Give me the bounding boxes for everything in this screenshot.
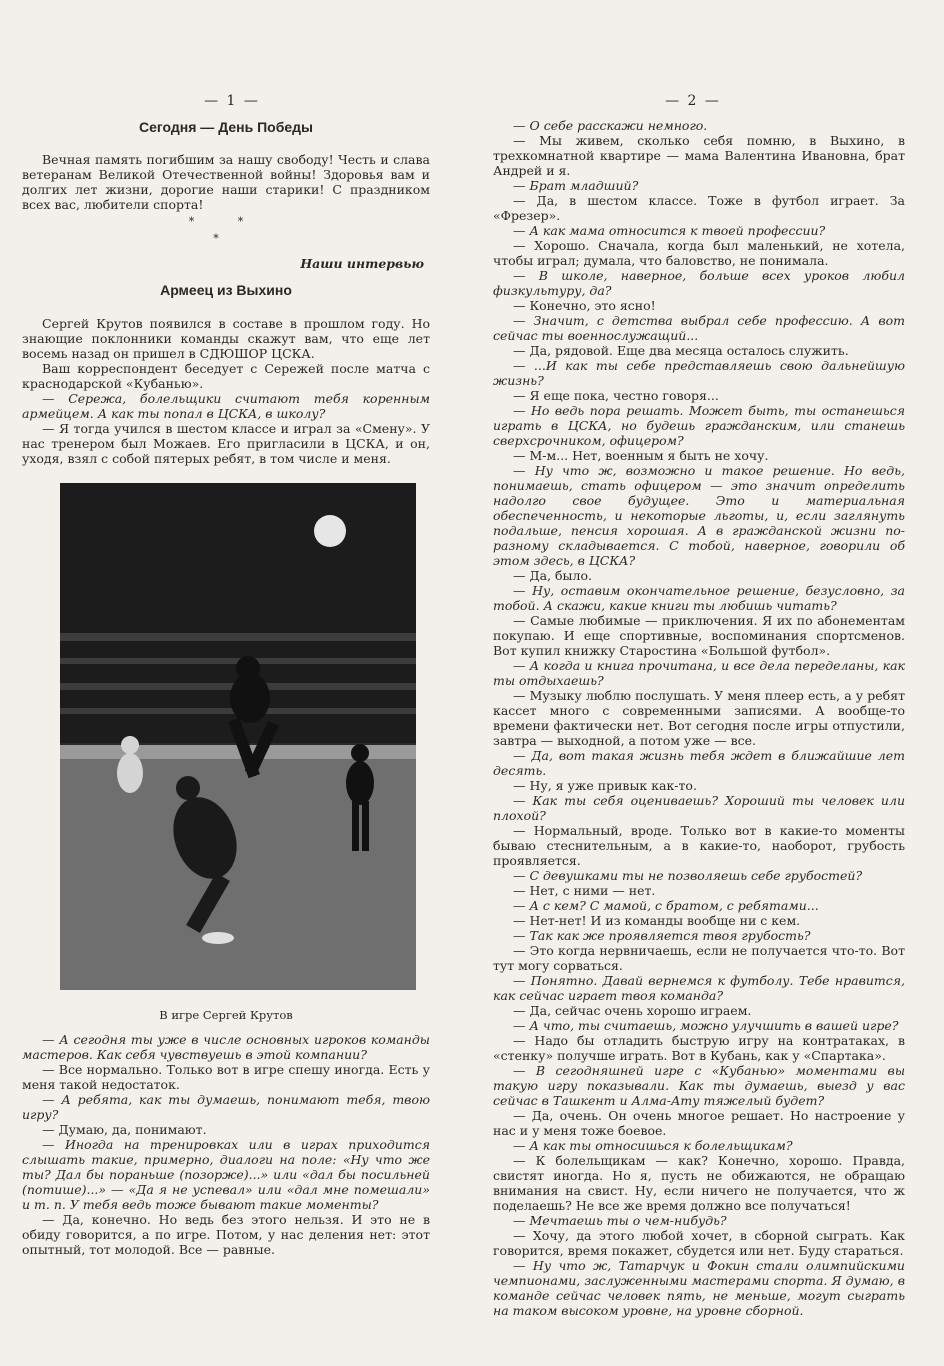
interview-answer: — Это когда нервничаешь, если не получается что-то. Вот тут могу сорваться. (493, 943, 905, 973)
interview-answer: — Все нормально. Только вот в игре спешу иногда. Есть у меня такой недостаток. (22, 1062, 430, 1092)
interview-answer: — Надо бы отладить быструю игру на контратаках, в «стенку» получше играть. Вот в Кубань, как у «Спартака». (493, 1033, 905, 1063)
holiday-greeting: Вечная память погибшим за нашу свободу! Честь и слава ветеранам Великой Отечественной войны! Здоровья вам и долгих лет жизни, дорогие наши старики! С праздником всех вас, любители спорта! (22, 152, 430, 212)
interview-answer: — Я еще пока, честно говоря... (513, 388, 719, 403)
interview-question: — ...И как ты себе представляешь свою дальнейшую жизнь? (493, 358, 905, 388)
interview-answer: — Да, рядовой. Еще два месяца осталось служить. (513, 343, 849, 358)
interview-answer: — Ну, я уже привык как-то. (513, 778, 697, 793)
interview-question: — О себе расскажи немного. (513, 118, 708, 133)
rubric-label: Наши интервью (300, 256, 424, 271)
interview-question: — Да, вот такая жизнь тебя ждет в ближайшие лет десять. (493, 748, 905, 778)
interview-question: — А как ты относишься к болельщикам? (513, 1138, 793, 1153)
interview-question: — Иногда на тренировках или в играх приходится слышать такие, примерно, диалоги на поле: «Ну что же ты? Дал бы пораньше (позорже)...» или «дал бы посильней (потише)...» — «Да я не успевал» или «дал мне помешали» и т. п. У тебя ведь тоже бывают такие моменты? (22, 1137, 430, 1212)
left-interview-continued (22, 1032, 430, 1257)
interview-answer: — М-м... Нет, военным я быть не хочу. (513, 448, 769, 463)
interview-answer: — Нет, с ними — нет. (513, 883, 656, 898)
left-intro (22, 152, 430, 466)
interview-question: — А что, ты считаешь, можно улучшить в вашей игре? (513, 1018, 899, 1033)
interview-question: — Но ведь пора решать. Может быть, ты останешься играть в ЦСКА, но будешь гражданским, или станешь сверхсрочником, офицером? (493, 403, 905, 448)
interview-question: — Как ты себя оцениваешь? Хороший ты человек или плохой? (493, 793, 905, 823)
stars-divider-bottom: * (213, 232, 239, 245)
interview-answer: — Хочу, да этого любой хочет, в сборной сыграть. Как говорится, время покажет, сбудется или нет. Буду стараться. (493, 1228, 905, 1258)
football-scene-image (60, 483, 416, 990)
interview-answer: — Я тогда учился в шестом классе и играл за «Смену». У нас тренером был Можаев. Его пригласили в ЦСКА, и он, уходя, взял с собой пятерых ребят, в том числе и меня. (22, 421, 430, 466)
interview-question: — С девушками ты не позволяешь себе грубостей? (513, 868, 863, 883)
interview-question: — В сегодняшней игре с «Кубанью» моментами вы такую игру показывали. Как ты думаешь, выезд у вас сейчас в Ташкент и Алма-Ату тяжелый будет? (493, 1063, 905, 1108)
interview-question: — Понятно. Давай вернемся к футболу. Тебе нравится, как сейчас играет твоя команда? (493, 973, 905, 1003)
interview-question: — А с кем? С мамой, с братом, с ребятами... (513, 898, 819, 913)
article-lead (22, 316, 430, 466)
interview-answer: — Музыку люблю послушать. У меня плеер есть, а у ребят кассет много с современными записями. А вообще-то времени фактически нет. Вот сегодня после игры отпустили, завтра — выходной, а потом уже — все. (493, 688, 905, 748)
holiday-title: Сегодня — День Победы (139, 119, 313, 135)
interview-answer: — Да, было. (513, 568, 592, 583)
interview-question: — Сережа, болельщики считают тебя коренным армейцем. А как ты попал в ЦСКА, в школу? (22, 391, 430, 421)
interview-answer: — Да, сейчас очень хорошо играем. (513, 1003, 752, 1018)
interview-answer: — К болельщикам — как? Конечно, хорошо. Правда, свистят иногда. Но я, пусть не обижаются, не обращаю внимания на свист. Ну, если ничего не получается, что ж поделаешь? Не все же время должно все получаться! (493, 1153, 905, 1213)
interview-answer: — Самые любимые — приключения. Я их по абонементам покупаю. И еще спортивные, воспоминания спортсменов. Вот купил книжку Старостина «Большой футбол». (493, 613, 905, 658)
interview-question: — Значит, с детства выбрал себе профессию. А вот сейчас ты военнослужащий... (493, 313, 905, 343)
match-photo (60, 483, 416, 990)
interview-answer: — Хорошо. Сначала, когда был маленький, не хотела, чтобы играл; думала, что баловство, не понимала. (493, 238, 905, 268)
interview-answer: — Нормальный, вроде. Только вот в какие-то моменты бываю стеснительным, а в какие-то, наоборот, грубость проявляется. (493, 823, 905, 868)
interview-question: — В школе, наверное, больше всех уроков любил физкультуру, да? (493, 268, 905, 298)
interview-question: — Так как же проявляется твоя грубость? (513, 928, 811, 943)
interview-answer: — Конечно, это ясно! (513, 298, 656, 313)
interview-answer: — Да, конечно. Но ведь без этого нельзя. И это не в обиду говорится, а по игре. Потом, у нас деления нет: этот опытный, тот молодой. Все — равные. (22, 1212, 430, 1257)
interview-question: — Ну, оставим окончательное решение, безусловно, за тобой. А скажи, какие книги ты любишь читать? (493, 583, 905, 613)
interview-answer: — Нет-нет! И из команды вообще ни с кем. (513, 913, 801, 928)
stars-divider-top: * * (188, 215, 264, 228)
interview-answer: — Думаю, да, понимают. (42, 1122, 207, 1137)
left-page-number: — 1 — (204, 93, 260, 109)
interview-answer: — Мы живем, сколько себя помню, в Выхино, в трехкомнатной квартире — мама Валентина Ивановна, брат Андрей и я. (493, 133, 905, 178)
interview-answer: — Да, в шестом классе. Тоже в футбол играет. За «Фрезер». (493, 193, 905, 223)
interview-question: — А ребята, как ты думаешь, понимают тебя, твою игру? (22, 1092, 430, 1122)
interview-question: — А как мама относится к твоей профессии? (513, 223, 826, 238)
interview-question: — А сегодня ты уже в числе основных игроков команды мастеров. Как себя чувствуешь в этой компании? (22, 1032, 430, 1062)
interview-question: — Ну что ж, Татарчук и Фокин стали олимпийскими чемпионами, заслуженными мастерами спорта. Я думаю, в команде сейчас человек пять, не меньше, могут сыграть на таком высоком уровне, на уровне сборной. (493, 1258, 905, 1318)
interview-question: — А когда и книга прочитана, и все дела переделаны, как ты отдыхаешь? (493, 658, 905, 688)
interview-answer: Ваш корреспондент беседует с Сережей после матча с краснодарской «Кубанью». (22, 361, 430, 391)
interview-question: — Брат младший? (513, 178, 639, 193)
article-title: Армеец из Выхино (160, 282, 292, 298)
photo-caption: В игре Сергей Крутов (159, 1008, 293, 1022)
interview-question: — Ну что ж, возможно и такое решение. Но ведь, понимаешь, стать офицером — это значит определить надолго свое будущее. Это и материальная обеспеченность, и некоторые льготы, и, если заглянуть подальше, пенсия хорошая. А в гражданской жизни по-разному складывается. С тобой, наверное, говорили об этом здесь, в ЦСКА? (493, 463, 905, 568)
interview-answer: — Да, очень. Он очень многое решает. Но настроение у нас и у меня тоже боевое. (493, 1108, 905, 1138)
right-interview (493, 118, 905, 1318)
interview-answer: Сергей Крутов появился в составе в прошлом году. Но знающие поклонники команды скажут вам, что еще лет восемь назад он пришел в СДЮШОР ЦСКА. (22, 316, 430, 361)
right-page-number: — 2 — (665, 93, 721, 109)
interview-question: — Мечтаешь ты о чем-нибудь? (513, 1213, 727, 1228)
